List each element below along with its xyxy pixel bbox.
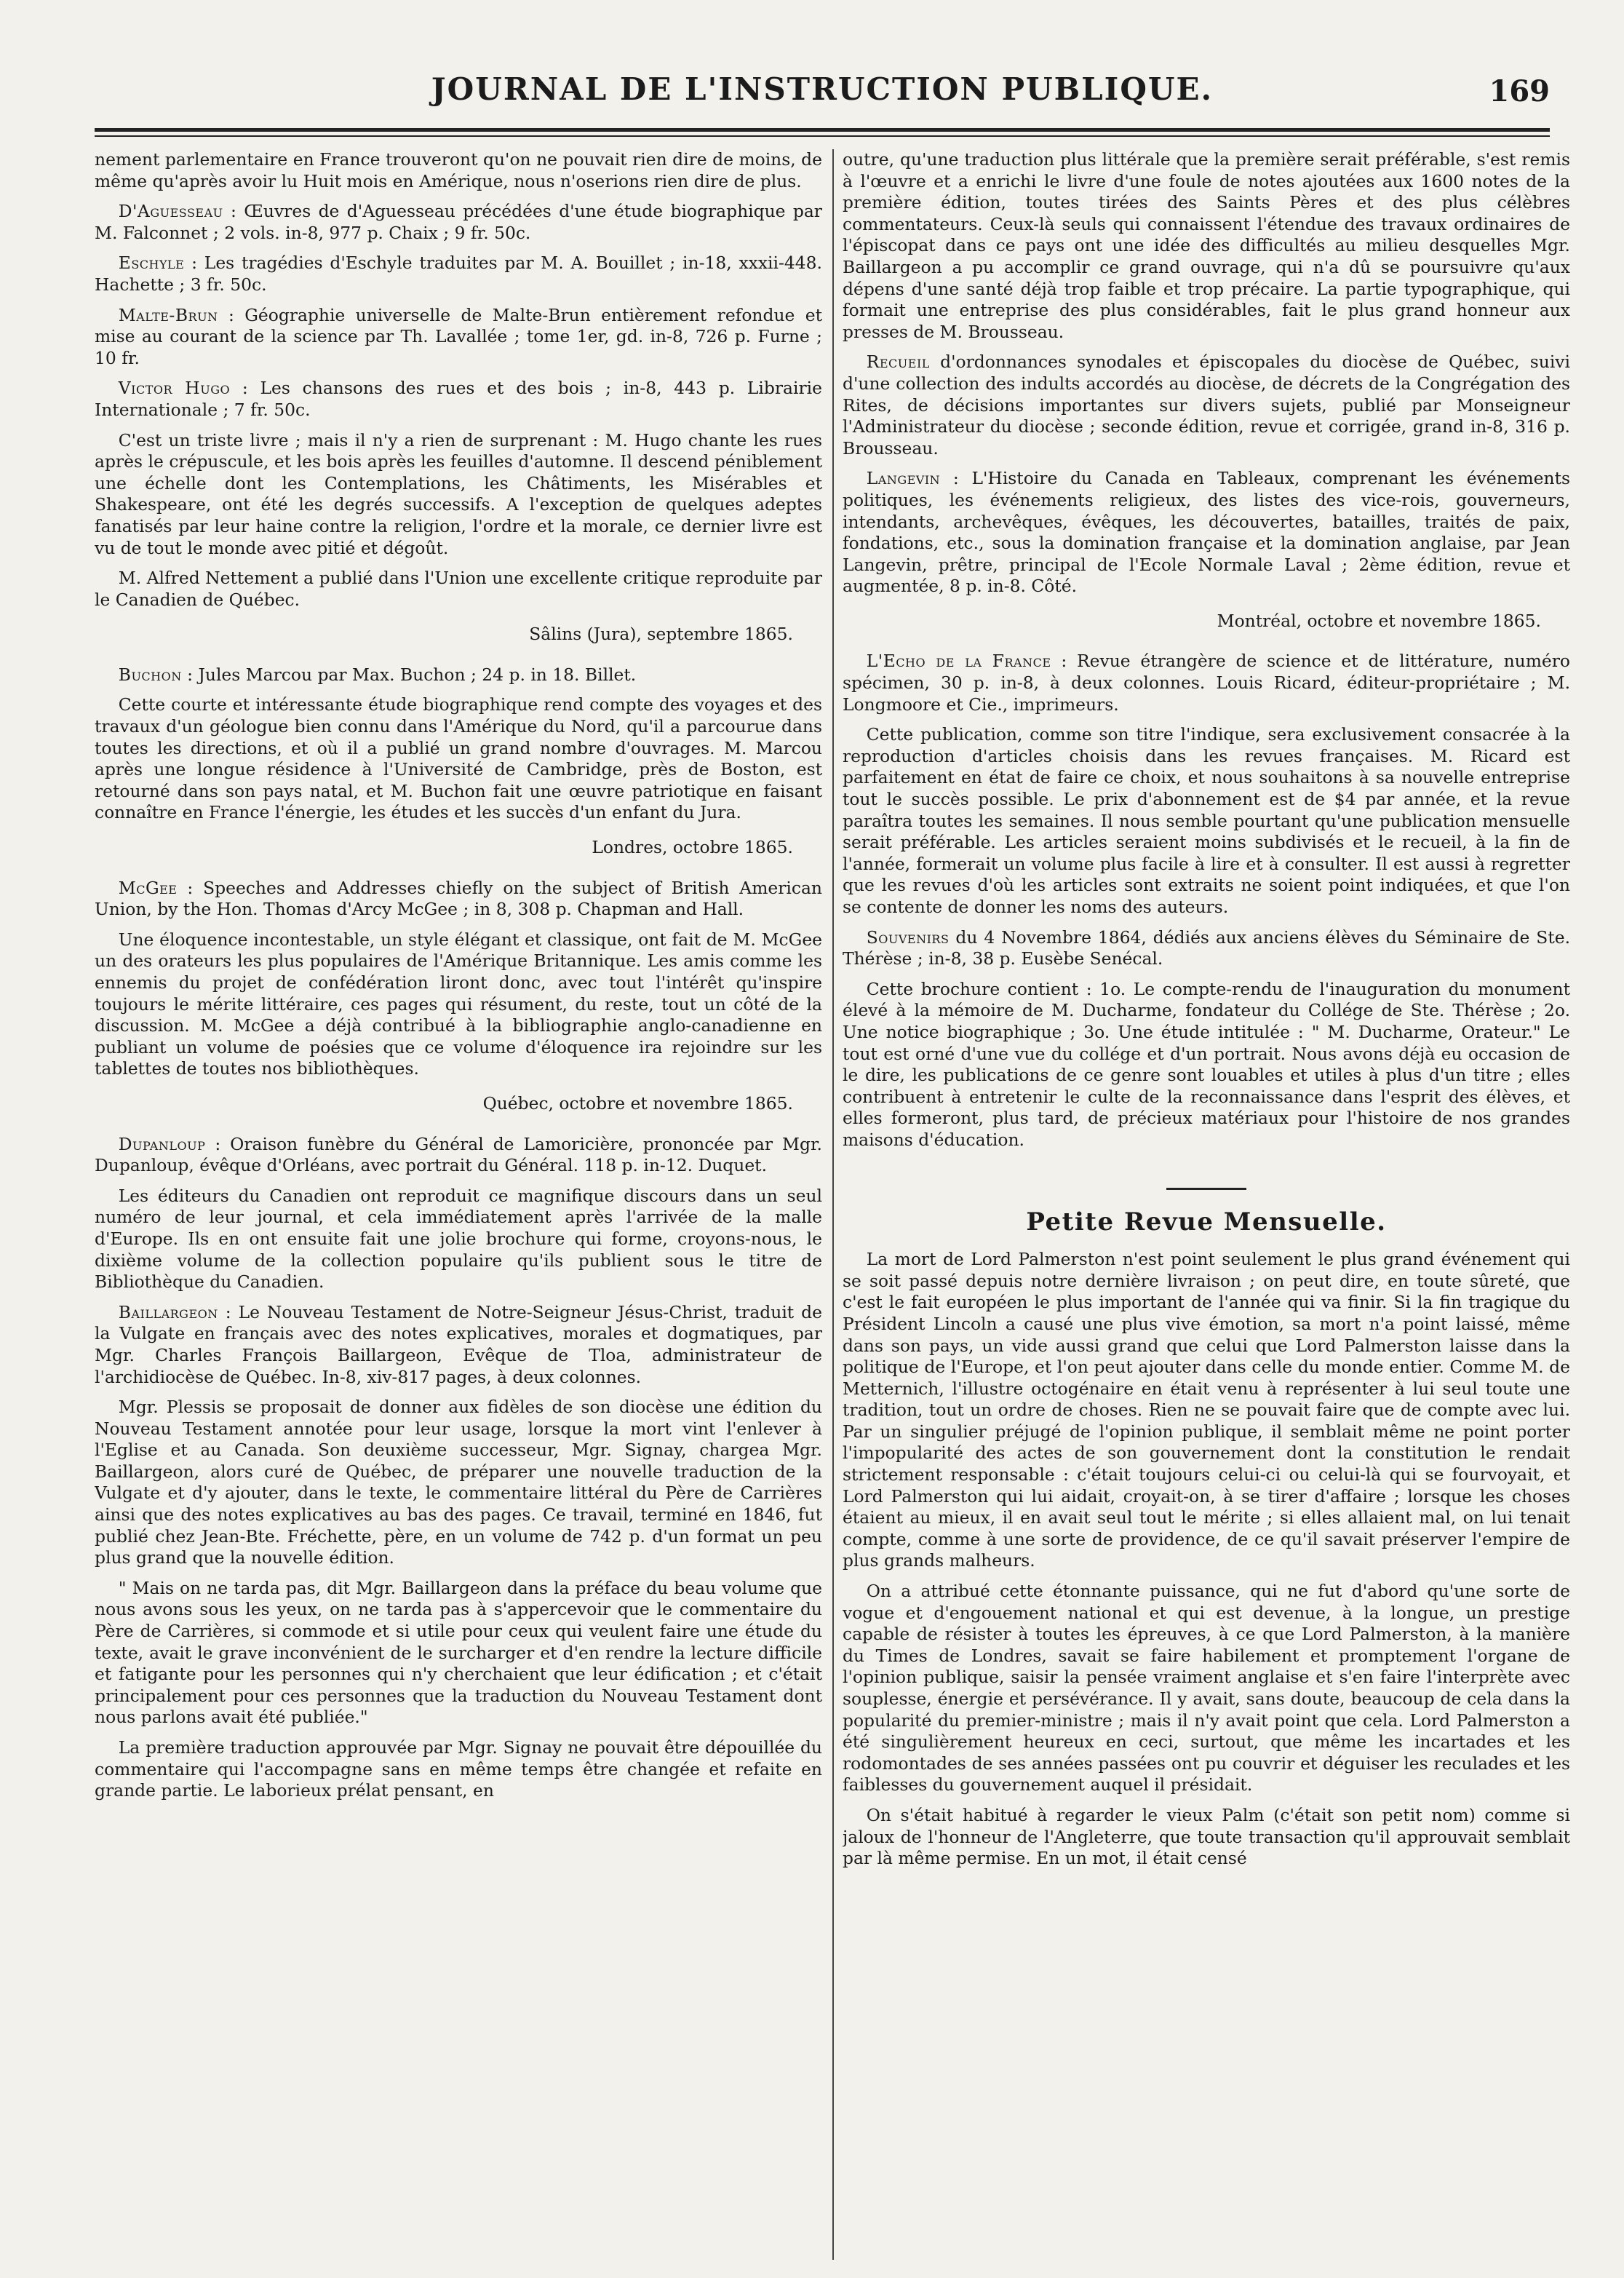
- entry-text: : Jules Marcou par Max. Buchon ; 24 p. in 18. Billet.: [181, 664, 637, 685]
- book-entry: [95, 305, 822, 370]
- entry-text: : Œuvres de d'Aguesseau précédées d'une étude biographique par M. Falconnet ; 2 vols. in-8, 977 p. Chaix ; 9 fr. 50c.: [95, 201, 822, 243]
- dateline: Montréal, octobre et novembre 1865.: [1217, 610, 1541, 631]
- left-column: [95, 149, 822, 2260]
- entry-head: D'Aguesseau: [118, 201, 223, 222]
- entry-text: : Géographie universelle de Malte-Brun entièrement refondue et mise au courant de la science par Th. Lavallée ; tome 1er, gd. in-8, 726 p. Furne ; 10 fr.: [95, 304, 822, 368]
- entry-text: du 4 Novembre 1864, dédiés aux anciens élèves du Séminaire de Ste. Thérèse ; in-8, 38 p. Eusèbe Senécal.: [843, 926, 1570, 969]
- entry-head: Recueil: [866, 352, 930, 373]
- paragraph: Cette courte et intéressante étude biographique rend compte des voyages et des travaux d'un géologue bien connu dans l'Amérique du Nord, qu'il a parcourue dans toutes les directions, et où il a publié un grand nombre d'ouvrages. M. Marcou après une longue résidence à l'Université de Cambridge, près de Boston, est retourné dans son pays natal, et M. Buchon fait une œuvre patriotique en faisant connaître en France l'énergie, les études et les succès d'un enfant du Jura.: [95, 694, 822, 823]
- entry-text: : Les chansons des rues et des bois ; in-8, 443 p. Librairie Internationale ; 7 fr. 50c.: [95, 378, 822, 420]
- book-entry: [95, 378, 822, 421]
- page-header: [95, 64, 1550, 115]
- dateline: Sâlins (Jura), septembre 1865.: [529, 624, 793, 645]
- paragraph: Les éditeurs du Canadien ont reproduit ce magnifique discours dans un seul numéro de leur journal, et cela immédiatement après l'arrivée de la malle d'Europe. Ils en ont ensuite fait une jolie brochure qui forme, croyons-nous, le dixième volume de la collection populaire qu'ils publient sous le titre de Bibliothèque du Canadien.: [95, 1185, 822, 1293]
- header-rule-thick: [95, 128, 1550, 132]
- book-entry: [95, 253, 822, 295]
- right-column: [843, 149, 1570, 2260]
- paragraph: Cette publication, comme son titre l'indique, sera exclusivement consacrée à la reproduction d'articles choisis dans les revues françaises. M. Ricard est parfaitement en état de faire ce choix, et nous souhaitons à sa nouvelle entreprise tout le succès possible. Le prix d'abonnement est de $4 par année, et la revue paraîtra toutes les semaines. Il nous semble pourtant qu'une publication mensuelle serait préférable. Les articles seraient moins subdivisés et le recueil, à la fin de l'année, formerait un volume plus facile à lire et à consulter. Il est aussi à regretter que les revues d'où les articles sont extraits ne soient point indiquées, et que l'on se contente de donner les noms des auteurs.: [843, 724, 1570, 917]
- book-entry: [95, 878, 822, 921]
- book-entry: [95, 201, 822, 244]
- book-entry: [843, 468, 1570, 598]
- dateline: Londres, octobre 1865.: [592, 837, 793, 858]
- paragraph: On a attribué cette étonnante puissance, qui ne fut d'abord qu'une sorte de vogue et d'engouement national et qui est devenue, à la longue, un prestige capable de résister à toutes les épreuves, à ce que Lord Palmerston, à la manière du Times de Londres, savait se faire habilement et promptement l'organe de l'opinion publique, saisir la pensée vraiment anglaise et s'en faire l'interprète avec souplesse, énergie et persévérance. Il y avait, sans doute, beaucoup de cela dans la popularité du premier-ministre ; mais il n'y avait point que cela. Lord Palmerston a été singulièrement heureux en ceci, surtout, que même les incartades et les rodomontades de ses années passées ont pu couvrir et déguiser les reculades et les faiblesses du gouvernement auquel il présidait.: [843, 1581, 1570, 1795]
- column-divider: [832, 149, 834, 2260]
- paragraph: La mort de Lord Palmerston n'est point seulement le plus grand événement qui se soit passé depuis notre dernière livraison ; on peut dire, en toute sûreté, que c'est le fait européen le plus important de l'année qui va finir. Si la fin tragique du Président Lincoln a causé une plus vive émotion, sa mort n'a point laissé, même dans son pays, un vide aussi grand que celui que Lord Palmerston laisse dans la politique de l'Europe, et l'on peut ajouter dans celle du monde entier. Comme M. de Metternich, l'illustre octogénaire en était venu à représenter à lui seul toute une tradition, tout un ordre de choses. Rien ne se pouvait faire que de compte avec lui. Par un singulier préjugé de l'opinion publique, il semblait même ne point porter l'impopularité des actes de son gouvernement dont la constitution le rendait strictement responsable : c'était toujours celui-ci ou celui-là qui se fourvoyait, et Lord Palmerston qui lui aidait, croyait-on, à se tirer d'affaire ; lorsque les choses étaient au mieux, il en avait seul tout le mérite ; si elles allaient mal, on lui tenait compte, comme à une sorte de providence, de ce qu'il savait préserver l'empire de plus grands malheurs.: [843, 1249, 1570, 1571]
- page-number: 169: [1489, 74, 1550, 108]
- entry-text: d'ordonnances synodales et épiscopales du diocèse de Québec, suivi d'une collection des indults accordés au diocèse, de décrets de la Congrégation des Rites, de décisions importantes sur divers sujets, publié par Monseigneur l'Administrateur du diocèse ; seconde édition, revue et corrigée, grand in-8, 316 p. Brousseau.: [843, 352, 1570, 459]
- section-title: Petite Revue Mensuelle.: [1026, 1207, 1387, 1237]
- entry-text: : Speeches and Addresses chiefly on the subject of British American Union, by the Hon. Thomas d'Arcy McGee ; in 8, 308 p. Chapman and Hall.: [95, 877, 822, 920]
- paragraph: M. Alfred Nettement a publié dans l'Union une excellente critique reproduite par le Canadien de Québec.: [95, 568, 822, 610]
- entry-head: Malte-Brun: [118, 304, 218, 325]
- entry-head: Souvenirs: [866, 926, 950, 948]
- book-entry: [95, 664, 822, 686]
- paragraph: C'est un triste livre ; mais il n'y a rien de surprenant : M. Hugo chante les rues après le crépuscule, et les bois après les feuilles d'automne. Il descend péniblement une échelle dont les Contemplations, les Châtiments, les Misérables et Shakespeare, ont été les degrés successifs. A l'exception de quelques adeptes fanatisés par leur haine contre la religion, l'ordre et la morale, ce dernier livre est vu de tout le monde avec pitié et dégoût.: [95, 429, 822, 558]
- entry-head: L'Echo de la France: [866, 651, 1051, 672]
- entry-head: Eschyle: [118, 253, 185, 274]
- entry-text: : L'Histoire du Canada en Tableaux, comprenant les événements politiques, les événements religieux, des listes des vice-rois, gouverneurs, intendants, archevêques, évêques, les découvertes, batailles, traités de paix, fondations, etc., sous la domination française et la domination anglaise, par Jean Langevin, prêtre, principal de l'Ecole Normale Laval ; 2ème édition, revue et augmentée, 8 p. in-8. Côté.: [843, 468, 1570, 597]
- book-entry: [843, 651, 1570, 715]
- paragraph: outre, qu'une traduction plus littérale que la première serait préférable, s'est remis à l'œuvre et a enrichi le livre d'une foule de notes ajoutées aux 1600 notes de la première édition, toutes tirées des Saints Pères et des plus célèbres commentateurs. Ceux-là seuls qui connaissent l'étendue des travaux ordinaires de l'épiscopat dans ce pays ont une idée des difficultés au milieu desquelles Mgr. Baillargeon a pu accomplir ce grand ouvrage, qui n'a dû se poursuivre qu'aux dépens d'une santé déjà trop faible et trop précaire. La partie typographique, qui formait une entreprise des plus considérables, fait le plus grand honneur aux presses de M. Brousseau.: [843, 149, 1570, 342]
- book-entry: [95, 1302, 822, 1388]
- entry-head: Dupanloup: [118, 1133, 206, 1154]
- book-entry: [95, 1134, 822, 1177]
- paragraph: " Mais on ne tarda pas, dit Mgr. Baillargeon dans la préface du beau volume que nous avons sous les yeux, on ne tarda pas à s'appercevoir que le commentaire du Père de Carrières, si commode et si utile pour ceux qui veulent faire une étude du texte, avait le grave inconvénient de le surcharger et d'en rendre la lecture difficile et fatigante pour les personnes qui n'y cherchaient que leur édification ; et c'était principalement pour ces personnes que la traduction du Nouveau Testament dont nous parlons avait été publiée.": [95, 1577, 822, 1728]
- entry-head: Victor Hugo: [118, 378, 231, 399]
- paragraph: Une éloquence incontestable, un style élégant et classique, ont fait de M. McGee un des orateurs les plus populaires de l'Amérique Britannique. Les amis comme les ennemis du projet de confédération liront donc, avec tout l'intérêt qu'inspire toujours le mérite littéraire, ces pages qui résument, du reste, tout un côté de la discussion. M. McGee a déjà contribué à la bibliographie anglo-canadienne en publiant un volume de poésies que ce volume d'éloquence ira rejoindre sur les tablettes de toutes nos bibliothèques.: [95, 929, 822, 1079]
- paragraph: Cette brochure contient : 1o. Le compte-rendu de l'inauguration du monument élevé à la mémoire de M. Ducharme, fondateur du Collége de Ste. Thérèse ; 2o. Une notice biographique ; 3o. Une étude intitulée : " M. Ducharme, Orateur." Le tout est orné d'une vue du collége et d'un portrait. Nous avons déjà eu occasion de le dire, les publications de ce genre sont louables et utiles à plus d'un titre ; elles contribuent à entretenir le culte de la reconnaissance dans l'esprit des élèves, et elles formeront, plus tard, de précieux matériaux pour l'histoire de nos grandes maisons d'éducation.: [843, 978, 1570, 1150]
- journal-title: JOURNAL DE L'INSTRUCTION PUBLIQUE.: [431, 71, 1214, 107]
- entry-head: Baillargeon: [118, 1301, 218, 1322]
- entry-text: : Revue étrangère de science et de littérature, numéro spécimen, 30 p. in-8, à deux colonnes. Louis Ricard, éditeur-propriétaire ; M. Longmoore et Cie., imprimeurs.: [843, 651, 1570, 715]
- header-rule-thin: [95, 135, 1550, 137]
- entry-head: Langevin: [866, 468, 941, 489]
- paragraph: nement parlementaire en France trouveront qu'on ne pouvait rien dire de moins, de même qu'après avoir lu Huit mois en Amérique, nous n'oserions rien dire de plus.: [95, 149, 822, 191]
- entry-text: : Le Nouveau Testament de Notre-Seigneur Jésus-Christ, traduit de la Vulgate en français avec des notes explicatives, morales et dogmatiques, par Mgr. Charles François Baillargeon, Evêque de Tloa, administrateur de l'archidiocèse de Québec. In-8, xiv-817 pages, à deux colonnes.: [95, 1301, 822, 1387]
- paragraph: La première traduction approuvée par Mgr. Signay ne pouvait être dépouillée du commentaire qui l'accompagne sans en même temps être changée et refaite en grande partie. Le laborieux prélat pensant, en: [95, 1737, 822, 1801]
- entry-head: Buchon: [118, 664, 182, 685]
- paragraph: On s'était habitué à regarder le vieux Palm (c'était son petit nom) comme si jaloux de l'honneur de l'Angleterre, que toute transaction qu'il approuvait semblait par là même permise. En un mot, il était censé: [843, 1804, 1570, 1869]
- dateline: Québec, octobre et novembre 1865.: [482, 1092, 793, 1114]
- entry-head: McGee: [118, 877, 178, 898]
- book-entry: [843, 352, 1570, 459]
- entry-text: : Les tragédies d'Eschyle traduites par M. A. Bouillet ; in-18, xxxii-448. Hachette ; 3 fr. 50c.: [95, 253, 822, 295]
- book-entry: [843, 927, 1570, 970]
- paragraph: Mgr. Plessis se proposait de donner aux fidèles de son diocèse une édition du Nouveau Testament annotée pour leur usage, lorsque la mort vint l'enlever à l'Eglise et au Canada. Son deuxième successeur, Mgr. Signay, chargea Mgr. Baillargeon, alors curé de Québec, de préparer une nouvelle traduction de la Vulgate et d'y ajouter, dans le texte, le commentaire littéral du Père de Carrières ainsi que des notes explicatives au bas des pages. Ce travail, terminé en 1846, fut publié chez Jean-Bte. Fréchette, père, en un volume de 742 p. d'un format un peu plus grand que la nouvelle édition.: [95, 1397, 822, 1568]
- section-rule: [1166, 1188, 1246, 1190]
- entry-text: : Oraison funèbre du Général de Lamoricière, prononcée par Mgr. Dupanloup, évêque d'Orléans, avec portrait du Général. 118 p. in-12. Duquet.: [95, 1133, 822, 1176]
